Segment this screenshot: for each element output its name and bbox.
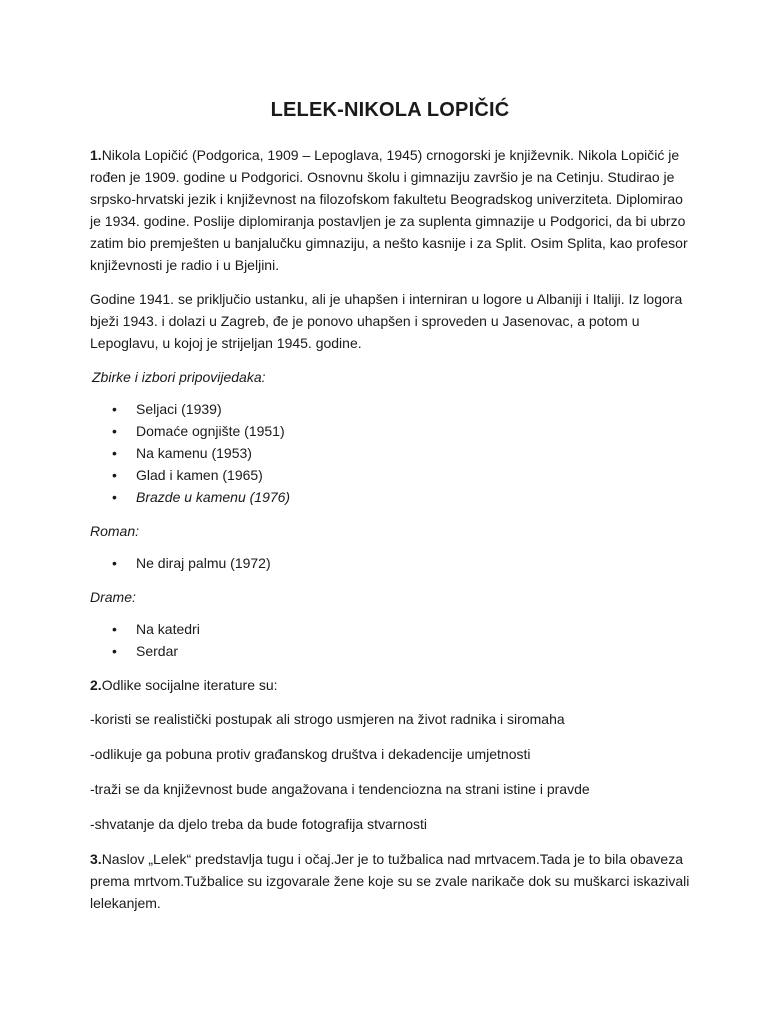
section-1-paragraph-1 — [90, 144, 690, 276]
bullet-icon: • — [112, 621, 117, 637]
bullet-icon: • — [112, 467, 117, 483]
section-2-point: -odlikuje ga pobuna protiv građanskog društva i dekadencije umjetnosti — [90, 746, 531, 762]
list-item: • Na kamenu (1953) — [112, 442, 690, 464]
section-2-point: -traži se da književnost bude angažovana i tendenciozna na strani istine i pravde — [90, 781, 590, 797]
bullet-icon: • — [112, 555, 117, 571]
section-2-point: -koristi se realistički postupak ali strogo usmjeren na život radnika i siromaha — [90, 711, 565, 727]
section-1-paragraph-2: Godine 1941. se priključio ustanku, ali je uhapšen i interniran u logore u Albaniji i Italiji. Iz logora bježi 1943. i dolazi u Zagreb, đe je ponovo uhapšen i sproveden u Jasenovac, a potom u Lepoglavu, u kojoj je strijeljan 1945. godine. — [90, 291, 683, 351]
section-1-paragraph-1-text: Nikola Lopičić (Podgorica, 1909 – Lepoglava, 1945) crnogorski je književnik. Nikola Lopičić je rođen je 1909. godine u Podgorici. Osnovnu školu i gimnaziju završio je na Cetinju. Studirao je srpsko-hrvatski jezik i književnost na filozofskom fakultetu Beogradskog univerziteta. Diplomirao je 1934. godine. Poslije diplomiranja postavljen je za suplenta gimnazije u Podgorici, da bi ubrzo zatim bio premješten u banjalučku gimnaziju, a nešto kasnije i za Split. Osim Splita, kao profesor književnosti je radio i u Bjeljini. — [90, 147, 688, 273]
list-item: • Na katedri — [112, 618, 690, 640]
list-item: • Domaće ognjište (1951) — [112, 420, 690, 442]
section-1-number: 1. — [90, 147, 102, 163]
document-content — [90, 96, 690, 926]
section-2-number: 2. — [90, 677, 102, 693]
collections-list — [90, 398, 690, 508]
list-item: • Seljaci (1939) — [112, 398, 690, 420]
dramas-list — [90, 618, 690, 662]
novels-list — [90, 552, 690, 574]
bullet-icon: • — [112, 489, 117, 505]
drama-heading: Drame: — [90, 589, 136, 605]
list-item: • Brazde u kamenu (1976) — [112, 486, 690, 508]
list-item: • Serdar — [112, 640, 690, 662]
collections-heading: Zbirke i izbori pripovijedaka: — [92, 369, 266, 385]
bullet-icon: • — [112, 423, 117, 439]
page-title: LELEK-NIKOLA LOPIČIĆ — [270, 99, 510, 121]
list-item: • Ne diraj palmu (1972) — [112, 552, 690, 574]
bullet-icon: • — [112, 401, 117, 417]
list-item: • Glad i kamen (1965) — [112, 464, 690, 486]
novel-heading: Roman: — [90, 523, 140, 539]
bullet-icon: • — [112, 445, 117, 461]
bullet-icon: • — [112, 643, 117, 659]
section-3-text: Naslov „Lelek“ predstavlja tugu i očaj.Jer je to tužbalica nad mrtvacem.Tada je to bila obaveza prema mrtvom.Tužbalice su izgovarale žene koje su se zvale narikače dok su muškarci iskazivali lelekanjem. — [90, 851, 690, 911]
section-3-paragraph — [90, 848, 690, 914]
section-2-intro-text: Odlike socijalne iterature su: — [101, 677, 278, 693]
section-3-number: 3. — [90, 851, 102, 867]
section-2-point: -shvatanje da djelo treba da bude fotografija stvarnosti — [90, 816, 427, 832]
section-2-intro — [90, 674, 690, 696]
